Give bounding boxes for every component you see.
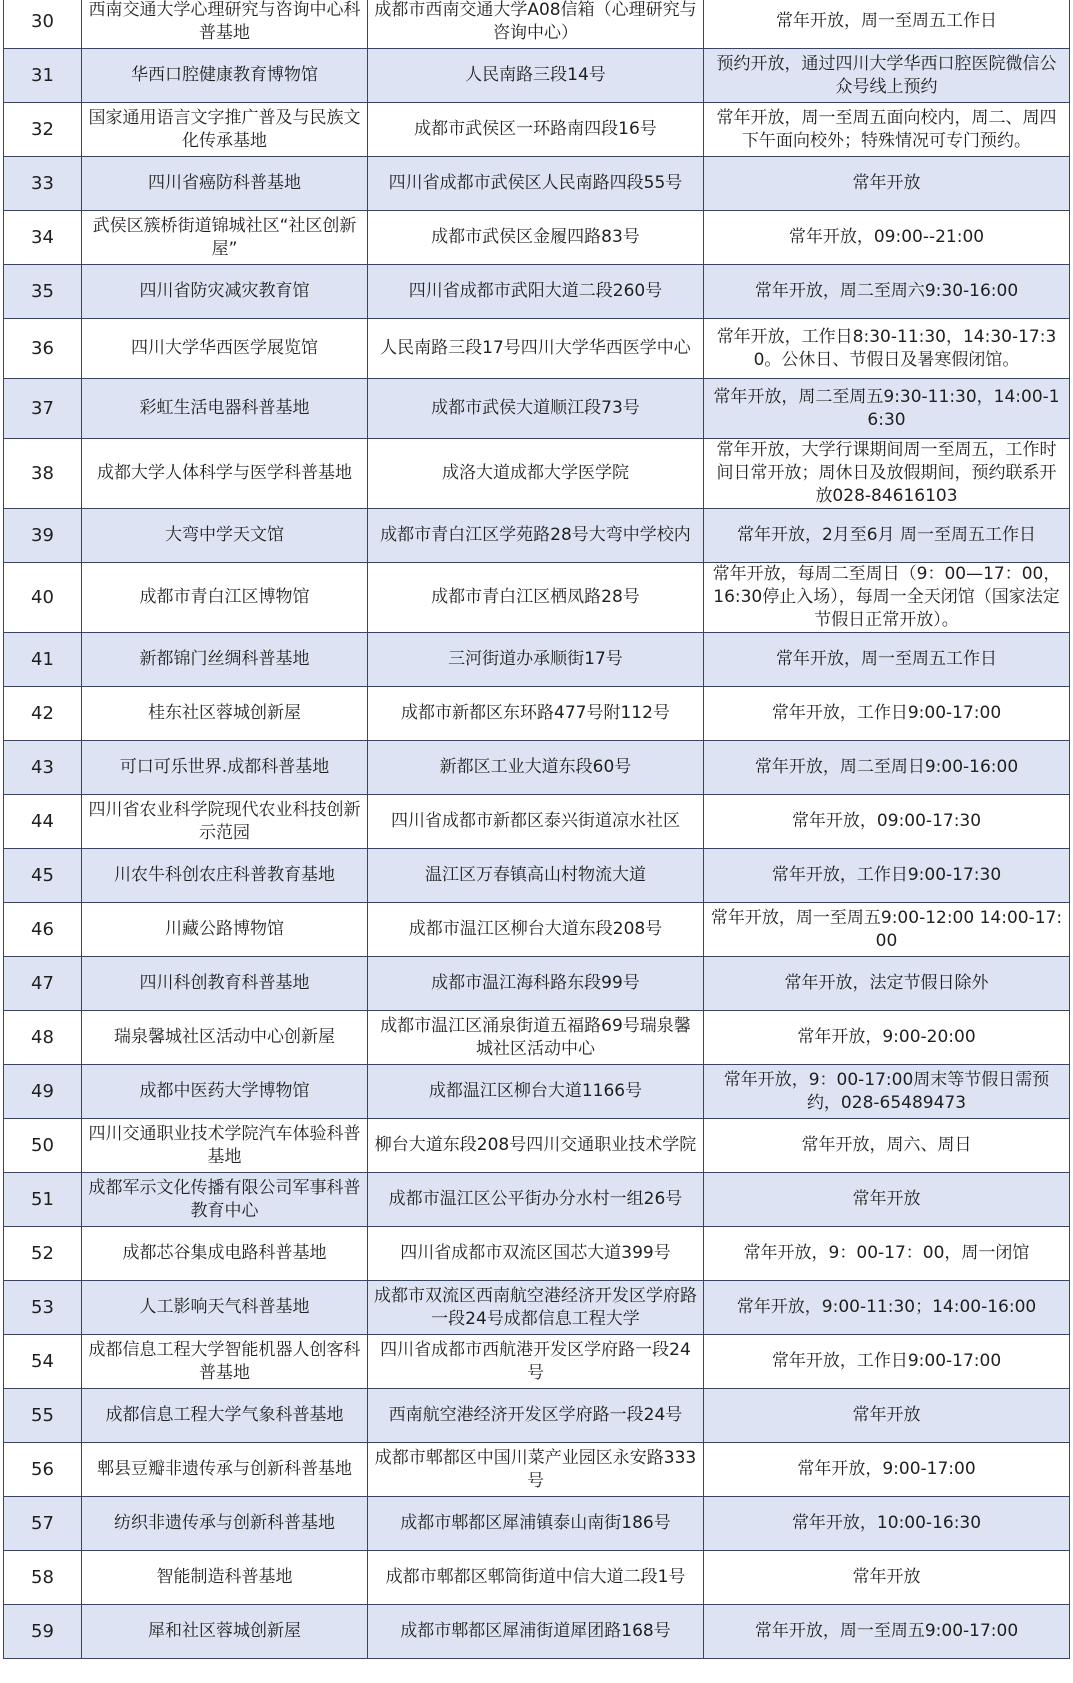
base-name-cell: 四川省农业科学院现代农业科技创新示范园 [82,795,368,849]
opening-hours-cell: 常年开放，9:00-20:00 [704,1011,1070,1065]
opening-hours-cell: 常年开放，周六、周日 [704,1119,1070,1173]
table-row [4,1551,1070,1605]
table-row [4,741,1070,795]
row-number-cell: 39 [4,509,82,563]
opening-hours-cell: 常年开放，工作日9:00-17:30 [704,849,1070,903]
base-name-cell: 大弯中学天文馆 [82,509,368,563]
base-address-cell: 成都市郫都区中国川菜产业园区永安路333号 [368,1443,704,1497]
base-name-cell: 瑞泉馨城社区活动中心创新屋 [82,1011,368,1065]
row-number-cell: 30 [4,0,82,49]
table-row [4,0,1070,49]
base-address-cell: 成都市武侯区一环路南四段16号 [368,103,704,157]
base-name-cell: 成都军示文化传播有限公司军事科普教育中心 [82,1173,368,1227]
base-address-cell: 成都市武侯区金履四路83号 [368,211,704,265]
base-name-cell: 四川省癌防科普基地 [82,157,368,211]
base-address-cell: 柳台大道东段208号四川交通职业技术学院 [368,1119,704,1173]
base-address-cell: 温江区万春镇高山村物流大道 [368,849,704,903]
opening-hours-cell: 常年开放 [704,1551,1070,1605]
opening-hours-cell: 常年开放，周二至周五9:30-11:30，14:00-16:30 [704,379,1070,439]
row-number-cell: 57 [4,1497,82,1551]
row-number-cell: 43 [4,741,82,795]
opening-hours-cell: 常年开放，周二至周日9:00-16:00 [704,741,1070,795]
table-body [4,0,1070,1659]
table-row [4,1443,1070,1497]
base-name-cell: 成都信息工程大学智能机器人创客科普基地 [82,1335,368,1389]
base-name-cell: 新都锦门丝绸科普基地 [82,633,368,687]
base-address-cell: 成都市新都区东环路477号附112号 [368,687,704,741]
base-address-cell: 成都温江区柳台大道1166号 [368,1065,704,1119]
table-row [4,1011,1070,1065]
row-number-cell: 59 [4,1605,82,1659]
row-number-cell: 40 [4,563,82,633]
science-base-table-wrapper [3,0,1069,1659]
table-row [4,1497,1070,1551]
base-address-cell: 成都市武侯大道顺江段73号 [368,379,704,439]
opening-hours-cell: 常年开放，周一至周五工作日 [704,633,1070,687]
base-address-cell: 成都市青白江区栖凤路28号 [368,563,704,633]
opening-hours-cell: 常年开放，9：00-17:00周末等节假日需预约，028-65489473 [704,1065,1070,1119]
opening-hours-cell: 常年开放，周二至周六9:30-16:00 [704,265,1070,319]
base-address-cell: 成都市郫都区犀浦街道犀团路168号 [368,1605,704,1659]
opening-hours-cell: 常年开放，大学行课期间周一至周五，工作时间日常开放；周休日及放假期间，预约联系开放028-84616103 [704,439,1070,509]
table-row [4,103,1070,157]
row-number-cell: 55 [4,1389,82,1443]
base-address-cell: 人民南路三段14号 [368,49,704,103]
table-row [4,1227,1070,1281]
base-name-cell: 桂东社区蓉城创新屋 [82,687,368,741]
base-name-cell: 纺织非遗传承与创新科普基地 [82,1497,368,1551]
row-number-cell: 53 [4,1281,82,1335]
opening-hours-cell: 常年开放 [704,157,1070,211]
table-row [4,319,1070,379]
row-number-cell: 42 [4,687,82,741]
opening-hours-cell: 常年开放，9:00-11:30；14:00-16:00 [704,1281,1070,1335]
base-address-cell: 成都市温江海科路东段99号 [368,957,704,1011]
row-number-cell: 41 [4,633,82,687]
science-base-table [3,0,1070,1659]
opening-hours-cell: 常年开放，10:00-16:30 [704,1497,1070,1551]
base-address-cell: 四川省成都市新都区泰兴街道凉水社区 [368,795,704,849]
opening-hours-cell: 常年开放，9:00-17:00 [704,1443,1070,1497]
table-row [4,1335,1070,1389]
base-name-cell: 人工影响天气科普基地 [82,1281,368,1335]
opening-hours-cell: 常年开放，周一至周五9:00-17:00 [704,1605,1070,1659]
row-number-cell: 52 [4,1227,82,1281]
base-address-cell: 成都市西南交通大学A08信箱（心理研究与咨询中心） [368,0,704,49]
row-number-cell: 54 [4,1335,82,1389]
base-name-cell: 犀和社区蓉城创新屋 [82,1605,368,1659]
table-row [4,439,1070,509]
table-row [4,795,1070,849]
base-name-cell: 彩虹生活电器科普基地 [82,379,368,439]
base-name-cell: 国家通用语言文字推广普及与民族文化传承基地 [82,103,368,157]
base-address-cell: 成都市温江区柳台大道东段208号 [368,903,704,957]
opening-hours-cell: 常年开放，09:00-17:30 [704,795,1070,849]
opening-hours-cell: 常年开放，每周二至周日（9：00—17：00，16:30停止入场），每周一全天闭馆（国家法定节假日正常开放）。 [704,563,1070,633]
opening-hours-cell: 常年开放，工作日9:00-17:00 [704,687,1070,741]
table-row [4,265,1070,319]
row-number-cell: 47 [4,957,82,1011]
table-row [4,633,1070,687]
table-row [4,1065,1070,1119]
table-row [4,1119,1070,1173]
table-row [4,211,1070,265]
base-address-cell: 三河街道办承顺街17号 [368,633,704,687]
opening-hours-cell: 常年开放，周一至周五工作日 [704,0,1070,49]
opening-hours-cell: 常年开放，周一至周五9:00-12:00 14:00-17:00 [704,903,1070,957]
base-address-cell: 西南航空港经济开发区学府路一段24号 [368,1389,704,1443]
base-name-cell: 成都芯谷集成电路科普基地 [82,1227,368,1281]
base-name-cell: 可口可乐世界.成都科普基地 [82,741,368,795]
base-address-cell: 四川省成都市武侯区人民南路四段55号 [368,157,704,211]
base-address-cell: 成都市郫都区郫筒街道中信大道二段1号 [368,1551,704,1605]
row-number-cell: 49 [4,1065,82,1119]
base-name-cell: 西南交通大学心理研究与咨询中心科普基地 [82,0,368,49]
base-name-cell: 四川科创教育科普基地 [82,957,368,1011]
opening-hours-cell: 常年开放，周一至周五面向校内，周二、周四下午面向校外；特殊情况可专门预约。 [704,103,1070,157]
base-name-cell: 智能制造科普基地 [82,1551,368,1605]
base-name-cell: 四川交通职业技术学院汽车体验科普基地 [82,1119,368,1173]
row-number-cell: 56 [4,1443,82,1497]
table-row [4,563,1070,633]
base-address-cell: 成都市郫都区犀浦镇泰山南街186号 [368,1497,704,1551]
base-address-cell: 成都市双流区西南航空港经济开发区学府路一段24号成都信息工程大学 [368,1281,704,1335]
table-row [4,379,1070,439]
table-row [4,687,1070,741]
base-name-cell: 川藏公路博物馆 [82,903,368,957]
table-row [4,157,1070,211]
base-address-cell: 四川省成都市西航港开发区学府路一段24号 [368,1335,704,1389]
base-address-cell: 人民南路三段17号四川大学华西医学中心 [368,319,704,379]
base-name-cell: 成都市青白江区博物馆 [82,563,368,633]
row-number-cell: 48 [4,1011,82,1065]
opening-hours-cell: 常年开放，2月至6月 周一至周五工作日 [704,509,1070,563]
row-number-cell: 36 [4,319,82,379]
row-number-cell: 32 [4,103,82,157]
opening-hours-cell: 常年开放，9：00-17：00，周一闭馆 [704,1227,1070,1281]
opening-hours-cell: 常年开放 [704,1389,1070,1443]
row-number-cell: 51 [4,1173,82,1227]
row-number-cell: 37 [4,379,82,439]
row-number-cell: 50 [4,1119,82,1173]
table-row [4,1173,1070,1227]
row-number-cell: 34 [4,211,82,265]
table-row [4,1281,1070,1335]
base-address-cell: 成都市青白江区学苑路28号大弯中学校内 [368,509,704,563]
table-row [4,903,1070,957]
opening-hours-cell: 预约开放，通过四川大学华西口腔医院微信公众号线上预约 [704,49,1070,103]
base-name-cell: 成都大学人体科学与医学科普基地 [82,439,368,509]
table-row [4,49,1070,103]
base-name-cell: 成都信息工程大学气象科普基地 [82,1389,368,1443]
base-address-cell: 成洛大道成都大学医学院 [368,439,704,509]
base-name-cell: 武侯区簇桥街道锦城社区“社区创新屋” [82,211,368,265]
opening-hours-cell: 常年开放，09:00--21:00 [704,211,1070,265]
opening-hours-cell: 常年开放，工作日8:30-11:30，14:30-17:30。公休日、节假日及暑寒假闭馆。 [704,319,1070,379]
base-name-cell: 四川大学华西医学展览馆 [82,319,368,379]
opening-hours-cell: 常年开放 [704,1173,1070,1227]
row-number-cell: 31 [4,49,82,103]
opening-hours-cell: 常年开放，法定节假日除外 [704,957,1070,1011]
row-number-cell: 45 [4,849,82,903]
base-name-cell: 郫县豆瓣非遗传承与创新科普基地 [82,1443,368,1497]
base-address-cell: 四川省成都市武阳大道二段260号 [368,265,704,319]
base-name-cell: 川农牛科创农庄科普教育基地 [82,849,368,903]
base-name-cell: 华西口腔健康教育博物馆 [82,49,368,103]
table-row [4,1605,1070,1659]
row-number-cell: 44 [4,795,82,849]
base-address-cell: 新都区工业大道东段60号 [368,741,704,795]
base-name-cell: 成都中医药大学博物馆 [82,1065,368,1119]
row-number-cell: 58 [4,1551,82,1605]
row-number-cell: 38 [4,439,82,509]
table-row [4,849,1070,903]
table-row [4,957,1070,1011]
table-row [4,509,1070,563]
base-address-cell: 四川省成都市双流区国芯大道399号 [368,1227,704,1281]
row-number-cell: 46 [4,903,82,957]
base-address-cell: 成都市温江区涌泉街道五福路69号瑞泉馨城社区活动中心 [368,1011,704,1065]
row-number-cell: 33 [4,157,82,211]
base-name-cell: 四川省防灾减灾教育馆 [82,265,368,319]
row-number-cell: 35 [4,265,82,319]
table-row [4,1389,1070,1443]
opening-hours-cell: 常年开放，工作日9:00-17:00 [704,1335,1070,1389]
base-address-cell: 成都市温江区公平街办分水村一组26号 [368,1173,704,1227]
